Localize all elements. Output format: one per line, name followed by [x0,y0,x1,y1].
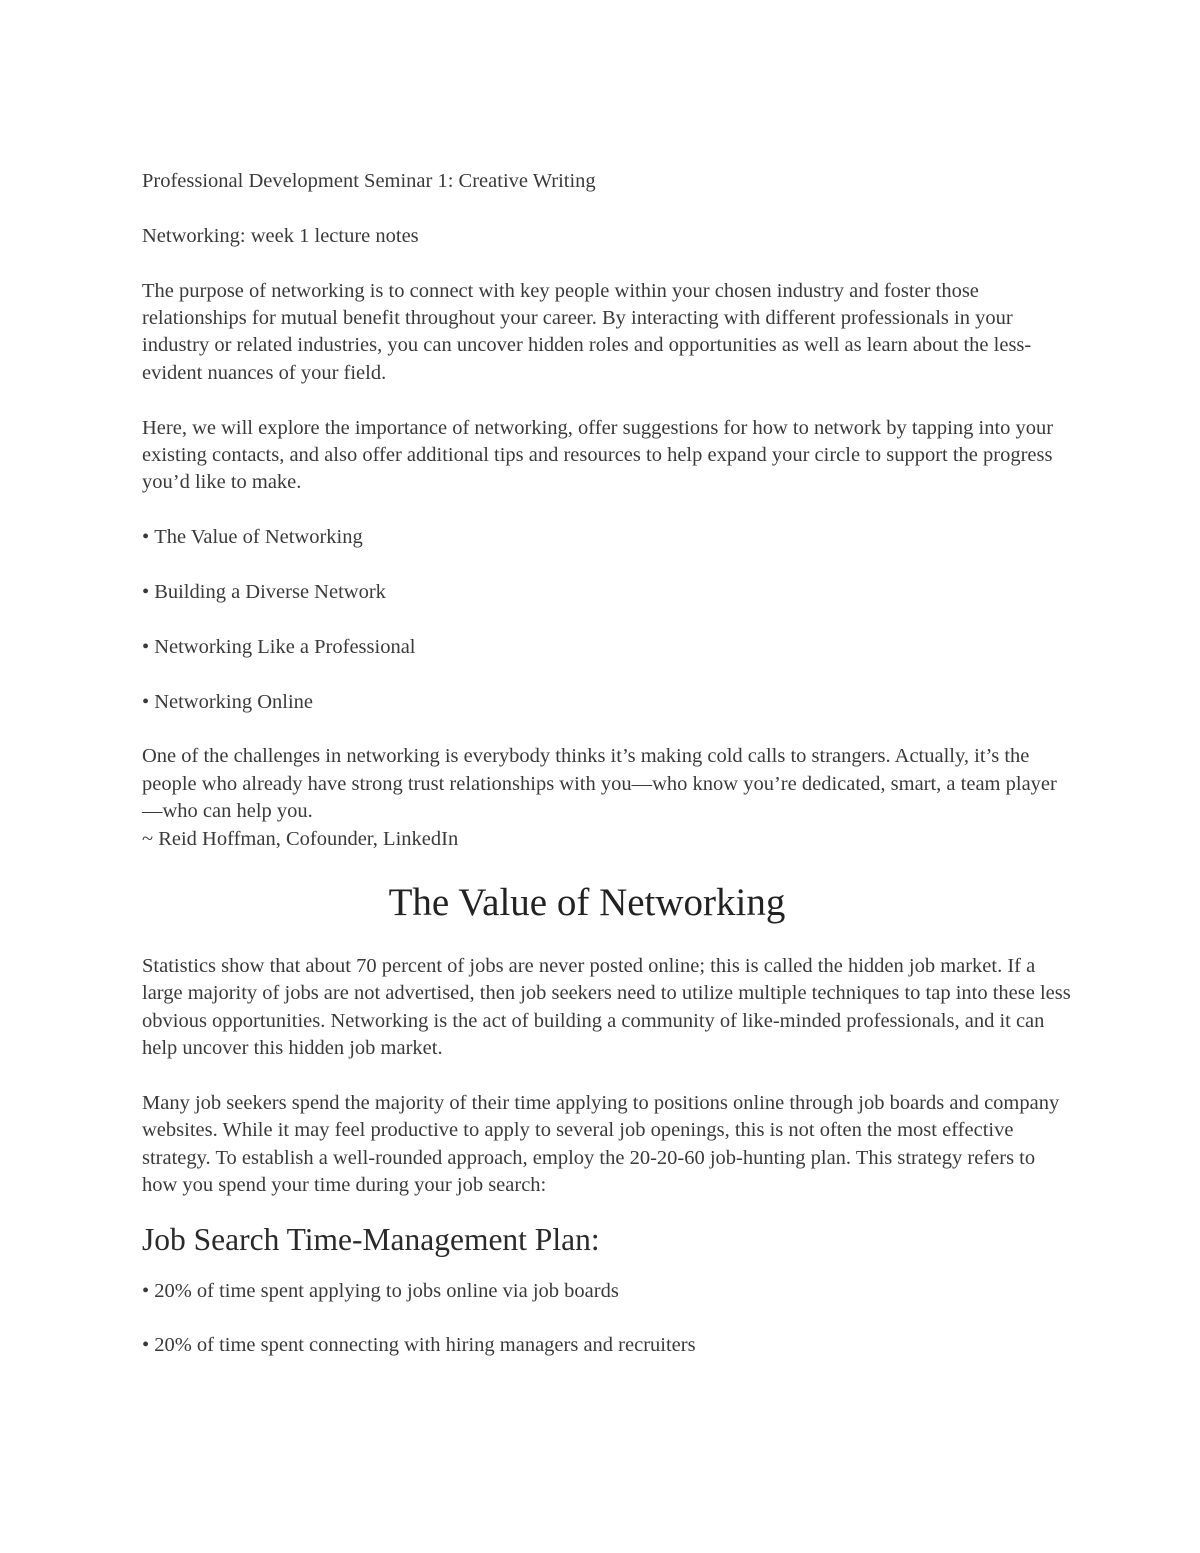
topic-label: Building a Diverse Network [154,581,386,604]
quote-attribution: ~ Reid Hoffman, Cofounder, LinkedIn [142,827,459,850]
plan-heading: Job Search Time-Management Plan: [142,1221,600,1257]
list-item [142,689,1072,716]
list-item [142,634,1072,661]
bullet-icon: • [142,526,150,549]
section-heading: The Value of Networking [388,881,786,925]
lecture-subtitle: Networking: week 1 lecture notes [142,224,419,247]
document-page [142,168,1072,1387]
section-paragraph: Many job seekers spend the majority of their time applying to positions online through job boards and company websites. While it may feel productive to apply to several job openings, this is not often the most effective strategy. To establish a well-rounded approach, employ the 20-20-60 job-hunting plan. This strategy refers to how you spend your time during your job search: [142,1092,1060,1197]
plan-item-label: 20% of time spent applying to jobs online via job boards [154,1279,619,1302]
topic-label: Networking Online [154,690,314,713]
intro-paragraph: Here, we will explore the importance of networking, offer suggestions for how to network by tapping into your existing contacts, and also offer additional tips and resources to help expand your circle to support the progress you’d like to make. [142,416,1054,494]
bullet-icon: • [142,635,150,658]
list-item [142,1332,1072,1359]
bullet-icon: • [142,1334,150,1357]
bullet-icon: • [142,1279,150,1302]
intro-paragraph: The purpose of networking is to connect with key people within your chosen industry and foster those relationships for mutual benefit throughout your career. By interacting with different professionals in your industry or related industries, you can uncover hidden roles and opportunities as well as learn about the less-evident nuances of your field. [142,279,1032,384]
plan-list [142,1278,1072,1360]
section-paragraph: Statistics show that about 70 percent of jobs are never posted online; this is called the hidden job market. If a large majority of jobs are not advertised, then job seekers need to utilize multiple techniques to tap into these less obvious opportunities. Networking is the act of building a community of like-minded professionals, and it can help uncover this hidden job market. [142,955,1071,1060]
topic-label: Networking Like a Professional [154,635,416,658]
course-title: Professional Development Seminar 1: Creative Writing [142,170,596,192]
list-item [142,579,1072,606]
bullet-icon: • [142,581,150,604]
list-item [142,524,1072,551]
topic-label: The Value of Networking [154,526,363,549]
list-item [142,1278,1072,1305]
plan-item-label: 20% of time spent connecting with hiring managers and recruiters [154,1334,696,1357]
quote-text: One of the challenges in networking is everybody thinks it’s making cold calls to strangers. Actually, it’s the people who already have strong trust relationships with you—who know you’re dedicated, smart, a team player—who can help you. [142,745,1057,823]
topic-list [142,524,1072,716]
bullet-icon: • [142,690,150,713]
